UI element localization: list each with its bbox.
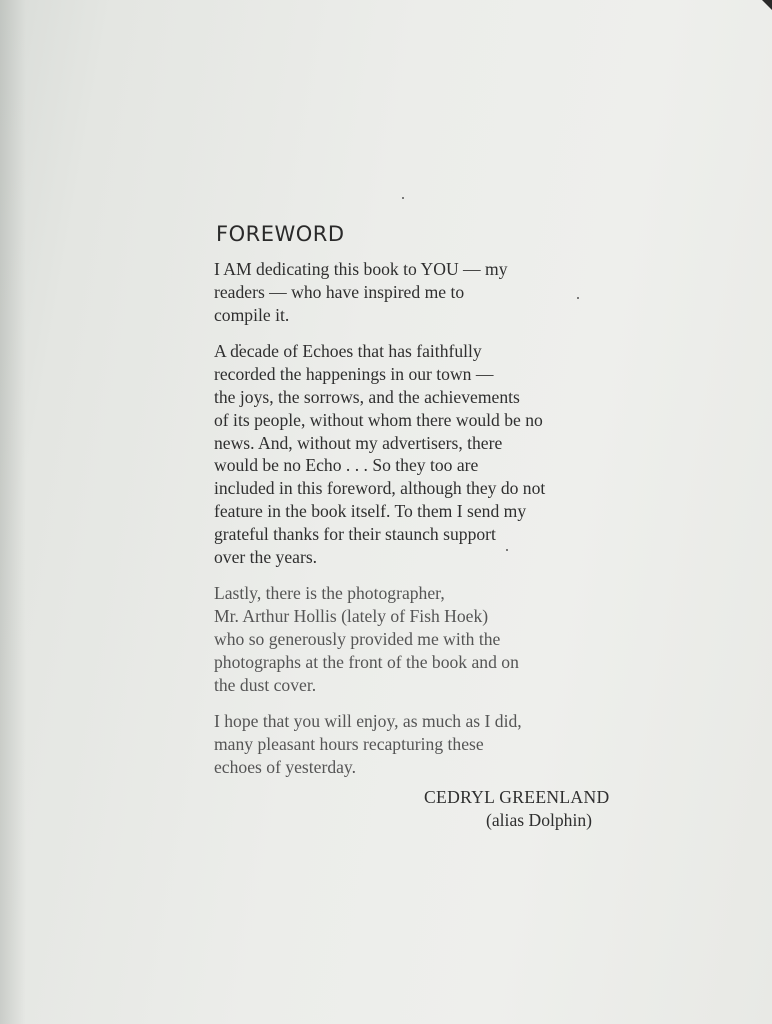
text-line: who so generously provided me with the (214, 628, 501, 649)
page-corner (762, 0, 772, 10)
foreword-paragraph-2 (214, 340, 664, 568)
foreword-paragraph-1 (214, 258, 664, 326)
text-line: many pleasant hours recapturing these (214, 734, 484, 755)
text-line: photographs at the front of the book and on (214, 651, 519, 672)
text-line: recorded the happenings in our town — (214, 364, 494, 385)
signature-alias: (alias Dolphin) (486, 810, 593, 830)
paper-speck (402, 197, 404, 199)
text-line: included in this foreword, although they do not (214, 478, 546, 499)
signature-name: CEDRYL GREENLAND (424, 787, 610, 807)
text-line: Mr. Arthur Hollis (lately of Fish Hoek) (214, 606, 489, 627)
foreword-heading: FOREWORD (216, 222, 345, 246)
page-gutter-shadow (0, 0, 26, 1024)
text-line: over the years. (214, 546, 318, 567)
signature-block (424, 786, 664, 832)
foreword-paragraph-3 (214, 582, 664, 696)
text-line: Lastly, there is the photographer, (214, 583, 445, 604)
text-line: feature in the book itself. To them I send my (214, 500, 527, 521)
foreword-text-block (214, 222, 664, 793)
text-line: A decade of Echoes that has faithfully (214, 341, 482, 362)
text-line: I hope that you will enjoy, as much as I did, (214, 711, 522, 732)
text-line: the joys, the sorrows, and the achievements (214, 386, 520, 407)
text-line: news. And, without my advertisers, there (214, 432, 503, 453)
text-line: echoes of yesterday. (214, 756, 356, 777)
text-line: grateful thanks for their staunch support (214, 523, 496, 544)
text-line: I AM dedicating this book to YOU — my (214, 259, 508, 279)
text-line: readers — who have inspired me to (214, 281, 465, 302)
text-line: compile it. (214, 304, 290, 325)
text-line: the dust cover. (214, 674, 317, 695)
foreword-paragraph-4 (214, 710, 664, 778)
text-line: would be no Echo . . . So they too are (214, 455, 479, 476)
text-line: of its people, without whom there would be no (214, 409, 543, 430)
